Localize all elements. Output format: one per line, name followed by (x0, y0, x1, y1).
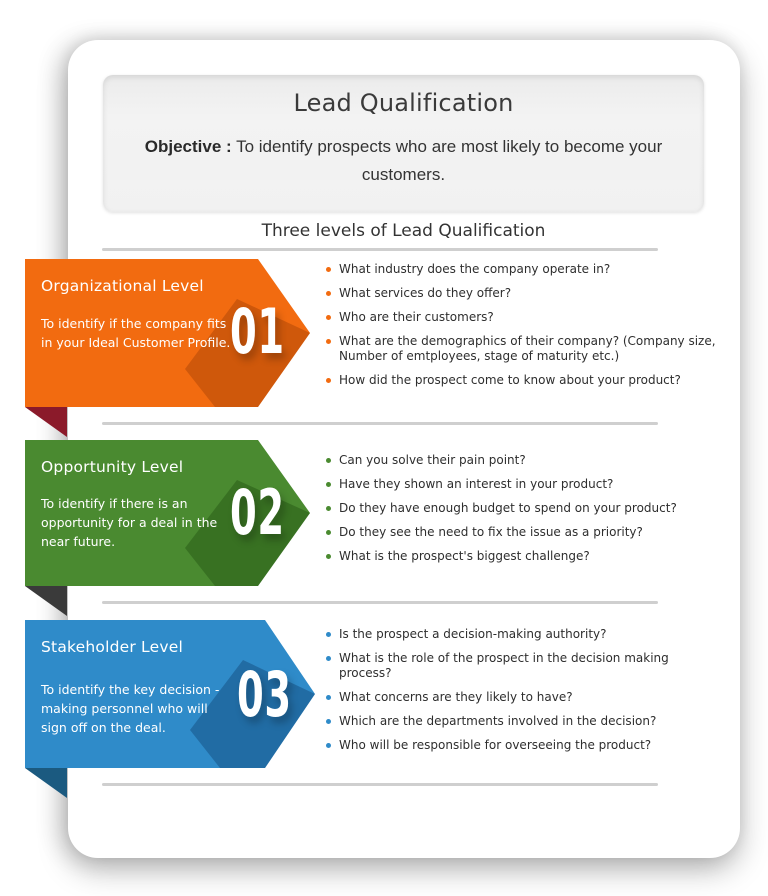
bullet-icon (326, 339, 331, 344)
divider (102, 783, 658, 786)
list-item: What services do they offer? (326, 286, 716, 301)
bullet-icon (326, 554, 331, 559)
level-description: To identify if there is an opportunity for a deal in the near future. (41, 496, 218, 549)
page-title: Lead Qualification (293, 89, 514, 117)
level-title: Stakeholder Level (41, 638, 183, 656)
section-subtitle: Three levels of Lead Qualification (261, 221, 546, 241)
list-item: Who are their customers? (326, 310, 716, 325)
list-item: Do they see the need to fix the issue as a priority? (326, 525, 716, 540)
level-title: Opportunity Level (41, 458, 184, 476)
level-ribbon-opportunity (25, 440, 315, 620)
list-item: Is the prospect a decision-making authority? (326, 627, 716, 642)
bullet-icon (326, 719, 331, 724)
list-item: What is the prospect's biggest challenge? (326, 549, 716, 564)
list-item: What are the demographics of their company? (Company size, Number of emtployees, stage of maturity etc.) (326, 334, 716, 364)
list-item: What is the role of the prospect in the decision making process? (326, 651, 669, 681)
bullet-icon (326, 695, 331, 700)
level-ribbon-stakeholder (25, 620, 315, 800)
level-description: To identify the key decision -making personnel who will sign off on the deal. (41, 682, 220, 735)
divider (102, 248, 658, 251)
bullet-icon (326, 482, 331, 487)
bullet-icon (326, 267, 331, 272)
bullet-icon (326, 656, 331, 661)
bullet-icon (326, 632, 331, 637)
bullet-icon (326, 458, 331, 463)
bullet-icon (326, 743, 331, 748)
level-number: 03 (237, 658, 292, 731)
bullet-icon (326, 378, 331, 383)
level-number: 01 (230, 295, 285, 368)
level-title: Organizational Level (41, 277, 204, 295)
bullet-icon (326, 291, 331, 296)
level-number: 02 (230, 476, 285, 549)
question-list-opportunity (326, 453, 716, 564)
list-item: What industry does the company operate in? (326, 262, 716, 277)
divider (102, 601, 658, 604)
bullet-icon (326, 506, 331, 511)
level-ribbon-organizational (25, 259, 315, 439)
list-item: Who will be responsible for overseeing the product? (326, 738, 716, 753)
objective-body: To identify prospects who are most likely to become your customers. (231, 137, 663, 184)
list-item: Have they shown an interest in your product? (326, 477, 716, 492)
divider (102, 422, 658, 425)
list-item: Can you solve their pain point? (326, 453, 716, 468)
bullet-icon (326, 315, 331, 320)
list-item: Do they have enough budget to spend on your product? (326, 501, 716, 516)
objective-label: Objective : (144, 137, 232, 156)
level-description: To identify if the company fits in your Ideal Customer Profile. (41, 316, 231, 350)
list-item: How did the prospect come to know about your product? (326, 373, 716, 388)
question-list-stakeholder (326, 627, 716, 753)
header-box (103, 75, 704, 212)
objective-text (143, 133, 664, 189)
question-list-organizational (326, 262, 716, 388)
list-item: Which are the departments involved in the decision? (326, 714, 716, 729)
bullet-icon (326, 530, 331, 535)
list-item: What concerns are they likely to have? (326, 690, 716, 705)
